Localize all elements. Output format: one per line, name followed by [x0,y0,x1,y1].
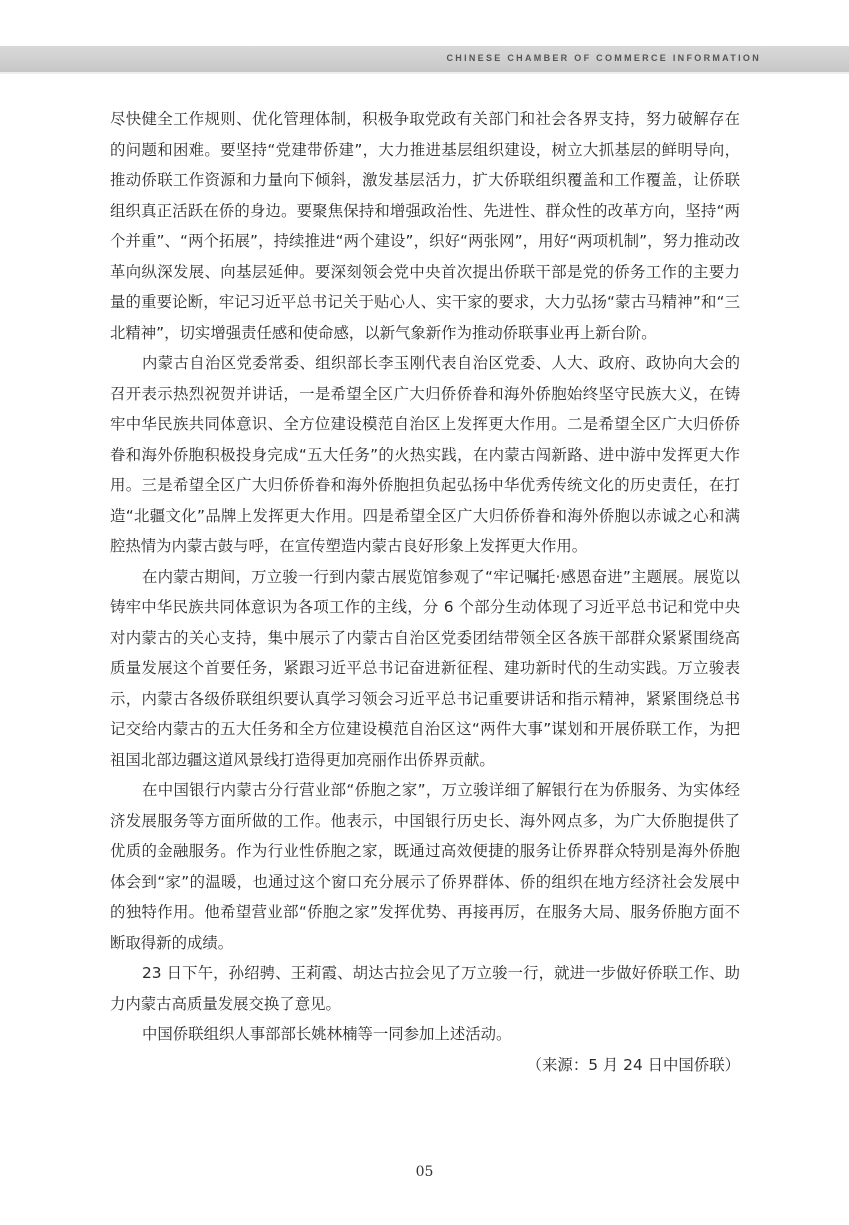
source-note: （来源：5 月 24 日中国侨联） [526,1055,740,1074]
page-number: 05 [415,1164,434,1180]
paragraph-2: 内蒙古自治区党委常委、组织部长李玉刚代表自治区党委、人大、政府、政协向大会的召开表示热烈祝贺并讲话，一是希望全区广大归侨侨眷和海外侨胞始终坚守民族大义，在铸牢中华民族共同体意识、全方位建设模范自治区上发挥更大作用。二是希望全区广大归侨侨眷和海外侨胞积极投身完成“五大任务”的火热实践，在内蒙古闯新路、进中游中发挥更大作用。三是希望全区广大归侨侨眷和海外侨胞担负起弘扬中华优秀传统文化的历史责任，在打造“北疆文化”品牌上发挥更大作用。四是希望全区广大归侨侨眷和海外侨胞以赤诚之心和满腔热情为内蒙古鼓与呼，在宣传塑造内蒙古良好形象上发挥更大作用。 [110,354,740,555]
paragraph-5: 23 日下午，孙绍骋、王莉霞、胡达古拉会见了万立骏一行，就进一步做好侨联工作、助力内蒙古高质量发展交换了意见。 [110,964,740,1013]
article-body [110,104,740,1080]
header-band [0,46,849,72]
paragraph-3: 在内蒙古期间，万立骏一行到内蒙古展览馆参观了“牢记嘱托·感恩奋进”主题展。展览以铸牢中华民族共同体意识为各项工作的主线，分 6 个部分生动体现了习近平总书记和党中央对内蒙古的关心支持，集中展示了内蒙古自治区党委团结带领全区各族干部群众紧紧围绕高质量发展这个首要任务，紧跟习近平总书记奋进新征程、建功新时代的生动实践。万立骏表示，内蒙古各级侨联组织要认真学习领会习近平总书记重要讲话和指示精神，紧紧围绕总书记交给内蒙古的五大任务和全方位建设模范自治区这“两件大事”谋划和开展侨联工作，为把祖国北部边疆这道风景线打造得更加亮丽作出侨界贡献。 [110,567,740,769]
paragraph-1: 尽快健全工作规则、优化管理体制，积极争取党政有关部门和社会各界支持，努力破解存在的问题和困难。要坚持“党建带侨建”，大力推进基层组织建设，树立大抓基层的鲜明导向，推动侨联工作资源和力量向下倾斜，激发基层活力，扩大侨联组织覆盖和工作覆盖，让侨联组织真正活跃在侨的身边。要聚焦保持和增强政治性、先进性、群众性的改革方向，坚持“两个并重”、“两个拓展”，持续推进“两个建设”，织好“两张网”，用好“两项机制”，努力推动改革向纵深发展、向基层延伸。要深刻领会党中央首次提出侨联干部是党的侨务工作的主要力量的重要论断，牢记习近平总书记关于贴心人、实干家的要求，大力弘扬“蒙古马精神”和“三北精神”，切实增强责任感和使命感，以新气象新作为推动侨联事业再上新台阶。 [110,110,740,342]
paragraph-6: 中国侨联组织人事部部长姚林楠等一同参加上述活动。 [142,1025,512,1043]
paragraph-4: 在中国银行内蒙古分行营业部“侨胞之家”，万立骏详细了解银行在为侨服务、为实体经济发展服务等方面所做的工作。他表示，中国银行历史长、海外网点多，为广大侨胞提供了优质的金融服务。作为行业性侨胞之家，既通过高效便捷的服务让侨界群众特别是海外侨胞体会到“家”的温暖，也通过这个窗口充分展示了侨界群体、侨的组织在地方经济社会发展中的独特作用。他希望营业部“侨胞之家”发挥优势、再接再厉，在服务大局、服务侨胞方面不断取得新的成绩。 [110,781,740,952]
publication-title: CHINESE CHAMBER OF COMMERCE INFORMATION [446,53,761,63]
